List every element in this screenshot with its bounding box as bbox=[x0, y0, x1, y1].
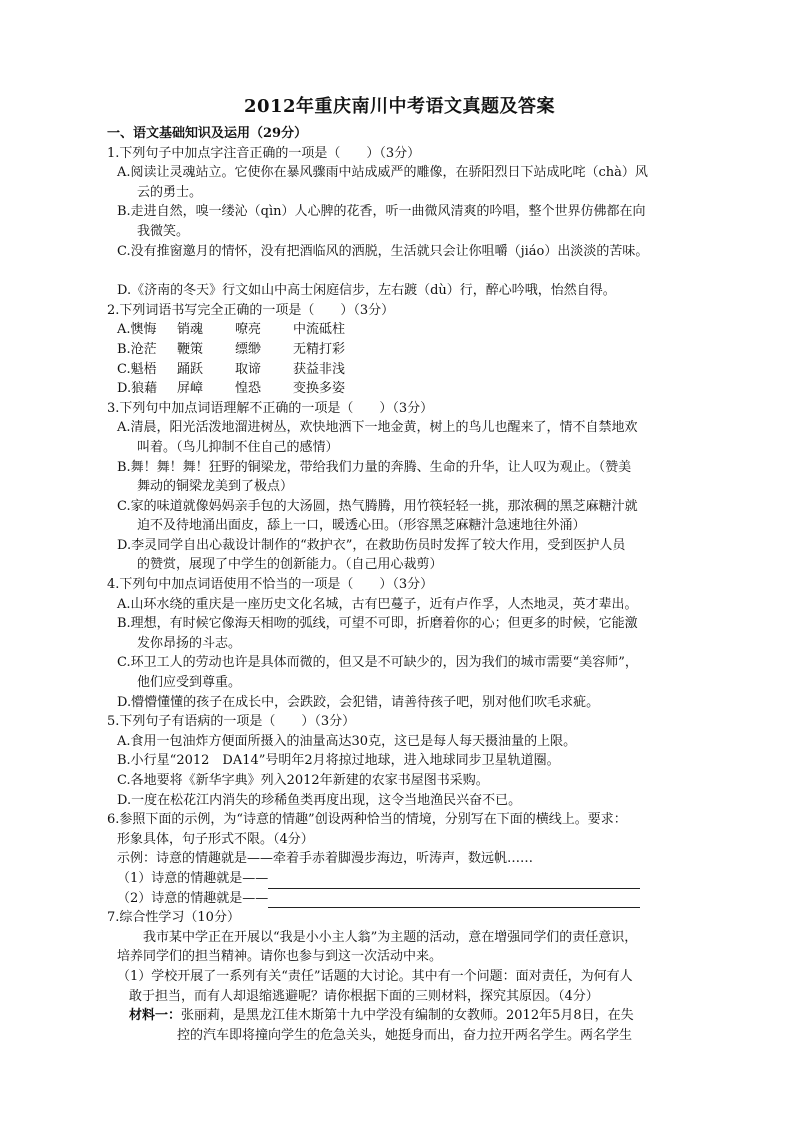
material-1-label: 材料一： bbox=[129, 1008, 182, 1024]
question-4-option-a: A.山环水绕的重庆是一座历史文化名城，古有巴蔓子，近有卢作孚，人杰地灵，英才辈出。 bbox=[117, 596, 638, 612]
material-1: 材料一：张丽莉，是黑龙江佳木斯第十九中学没有编制的女教师。2012年5月8日，在失 控的汽车即将撞向学生的危急关头，她挺身而出，奋力拉开两名学生。两名学生 bbox=[129, 1008, 634, 1043]
question-2-stem: 2.下列词语书写完全正确的一项是（ ）（3分） bbox=[107, 302, 395, 318]
spacer bbox=[107, 261, 692, 281]
question-6-example: 示例：诗意的情趣就是——牵着手赤着脚漫步海边，听涛声，数远帆…… bbox=[117, 851, 534, 867]
question-7-intro-cont: 培养同学们的担当精神。请你也参与到这一次活动中来。 bbox=[117, 949, 443, 965]
question-5-option-b: B.小行星“2012 DA14”号明年2月将掠过地球，进入地球同步卫星轨道圈。 bbox=[117, 753, 560, 769]
question-5-stem: 5.下列句子有语病的一项是（ ）（3分） bbox=[107, 714, 356, 730]
question-1-stem: 1.下列句子中加点字注音正确的一项是（ ）（3分） bbox=[107, 145, 421, 161]
answer-1-blank[interactable] bbox=[268, 874, 640, 889]
question-1-option-b: B.走进自然，嗅一缕沁（qìn）人心脾的花香，听一曲微风清爽的吟唱，整个世界仿佛都在向 我微笑。 bbox=[117, 204, 646, 239]
question-1-option-c: C.没有推窗邀月的情怀，没有把酒临风的洒脱，生活就只会让你咀嚼（jiáo）出淡淡的苦味。 bbox=[117, 243, 649, 259]
question-5-option-d: D.一度在松花江内消失的珍稀鱼类再度出现，这令当地渔民兴奋不已。 bbox=[117, 792, 522, 808]
question-7-sub-1: （1）学校开展了一系列有关“责任”话题的大讨论。其中有一个问题：面对责任，为何有人 bbox=[117, 968, 633, 984]
question-3-stem: 3.下列句中加点词语理解不正确的一项是（ ）（3分） bbox=[107, 400, 434, 416]
question-6-stem: 6.参照下面的示例，为“诗意的情趣”创设两种恰当的情境，分别写在下面的横线上。要求： bbox=[107, 812, 627, 828]
question-3-option-d: D.李灵同学自出心裁设计制作的“救护衣”，在救助伤员时发挥了较大作用，受到医护人员 的赞赏，展现了中学生的创新能力。（自己用心裁剪） bbox=[117, 537, 626, 573]
question-4-option-c: C.环卫工人的劳动也许是具体而微的，但又是不可缺少的，因为我们的城市需要“美容师”， 他们应受到尊重。 bbox=[117, 655, 638, 691]
question-3-option-c: C.家的味道就像妈妈亲手包的大汤圆，热气腾腾，用竹筷轻轻一挑，那浓稠的黑芝麻糖汁就 迫不及待地涌出面皮，舔上一口，暖透心田。（形容黑芝麻糖汁急速地往外涌） bbox=[117, 498, 638, 534]
answer-2-label: （2）诗意的情趣就是—— bbox=[117, 890, 269, 906]
question-2-option-c: C.魁梧 踊跃 取谛 获益非浅 bbox=[117, 361, 346, 377]
question-7-intro: 我市某中学正在开展以“我是小小主人翁”为主题的活动，意在增强同学们的责任意识， bbox=[143, 929, 638, 945]
question-7-stem: 7.综合性学习（10分） bbox=[107, 910, 240, 926]
question-6-requirement: 形象具体，句子形式不限。（4分） bbox=[117, 831, 314, 847]
section-heading: 一、语文基础知识及运用（29分） bbox=[107, 126, 308, 141]
question-4-option-b: B.理想，有时候它像海天相吻的弧线，可望不可即，折磨着你的心；但更多的时候，它能激 发你昂扬的斗志。 bbox=[117, 616, 638, 651]
question-5-option-c: C.各地要将《新华字典》列入2012年新建的农家书屋图书采购。 bbox=[117, 773, 489, 788]
exam-page bbox=[107, 94, 692, 1045]
answer-2-blank[interactable] bbox=[268, 893, 640, 908]
question-6-answer-2 bbox=[117, 889, 692, 909]
question-5-option-a: A.食用一包油炸方便面所摄入的油量高达30克，这已是每人每天摄油量的上限。 bbox=[117, 733, 577, 749]
question-2-option-d: D.狼藉 屏嶂 惶恐 变换多姿 bbox=[117, 381, 346, 397]
question-1-option-d: D.《济南的冬天》行文如山中高士闲庭信步，左右踱（dù）行，醉心吟哦，怡然自得。 bbox=[117, 283, 616, 299]
question-3-option-a: A.清晨，阳光活泼地溜进树丛，欢快地洒下一地金黄，树上的鸟儿也醒来了，情不自禁地欢 叫着。（鸟儿抑制不住自己的感情） bbox=[117, 420, 638, 455]
question-4-stem: 4.下列句中加点词语使用不恰当的一项是（ ）（3分） bbox=[107, 577, 434, 593]
question-3-option-b: B.舞！舞！舞！狂野的铜梁龙，带给我们力量的奔腾、生命的升华，让人叹为观止。（赞美 舞动的铜梁龙美到了极点） bbox=[117, 459, 632, 495]
question-7-sub-1-cont: 敢于担当，而有人却退缩逃避呢？请你根据下面的三则材料，探究其原因。（4分） bbox=[129, 988, 599, 1004]
page-title: 2012年重庆南川中考语文真题及答案 bbox=[243, 96, 556, 117]
question-2-option-b: B.沧茫 鞭策 缥缈 无精打彩 bbox=[117, 341, 346, 357]
answer-1-label: （1）诗意的情趣就是—— bbox=[117, 870, 269, 886]
question-6-answer-1 bbox=[117, 869, 692, 889]
question-1-option-a: A.阅读让灵魂站立。它使你在暴风骤雨中站成威严的雕像，在骄阳烈日下站成叱咤（chà）风 云的勇士。 bbox=[117, 165, 648, 200]
question-4-option-d: D.懵懵懂懂的孩子在成长中，会跌跤，会犯错，请善待孩子吧，别对他们吹毛求疵。 bbox=[117, 694, 600, 710]
question-2-option-a: A.懊悔 销魂 嘹亮 中流砥柱 bbox=[117, 322, 346, 338]
